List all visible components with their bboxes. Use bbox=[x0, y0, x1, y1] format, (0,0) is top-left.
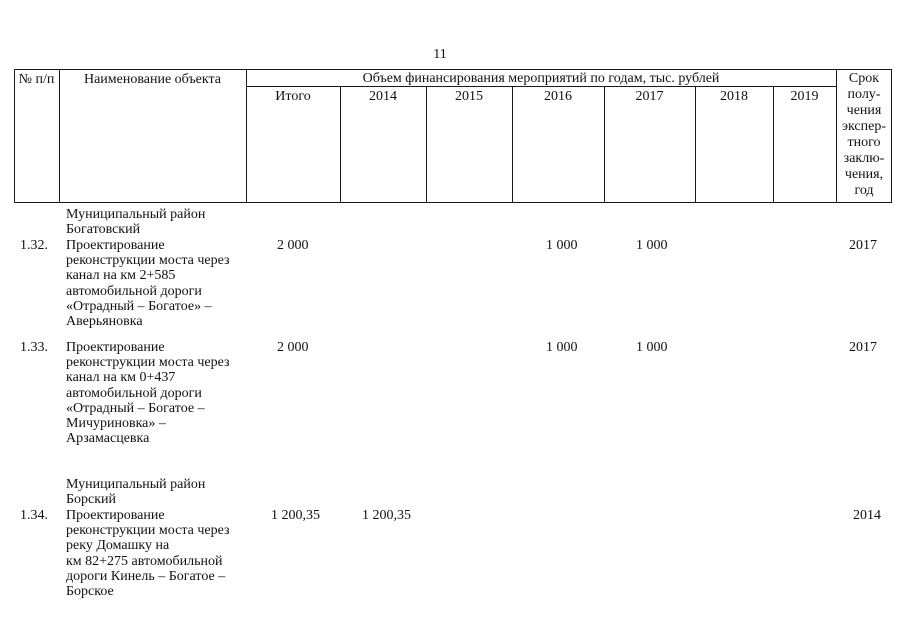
page-number: 11 bbox=[433, 47, 447, 62]
object-name-line: реку Домашку на bbox=[66, 538, 170, 554]
col-border bbox=[59, 69, 60, 203]
header-num: № п/п bbox=[18, 72, 55, 87]
year-2014-value: 1 200,35 bbox=[362, 508, 411, 523]
object-name-line: Борское bbox=[66, 584, 114, 600]
header-financing: Объем финансирования мероприятий по годам, тыс. рублей bbox=[362, 71, 720, 86]
deadline-value: 2014 bbox=[853, 508, 881, 523]
year-2016-value: 1 000 bbox=[546, 340, 578, 355]
object-name-line: Мичуриновка» – bbox=[66, 416, 166, 432]
financing-subheader-border bbox=[246, 86, 836, 87]
header-deadline-line: полу- bbox=[847, 87, 881, 102]
year-2017-value: 1 000 bbox=[636, 238, 668, 253]
header-deadline-line: чения, bbox=[844, 167, 884, 182]
object-name-line: реконструкции моста через bbox=[66, 523, 230, 539]
header-deadline-line: экспер- bbox=[841, 119, 887, 134]
header-deadline-line: чения bbox=[846, 103, 882, 118]
object-name-line: «Отрадный – Богатое – bbox=[66, 400, 205, 416]
total-value: 2 000 bbox=[277, 238, 309, 253]
table-top-border bbox=[14, 69, 892, 70]
row-number: 1.33. bbox=[20, 340, 48, 355]
header-deadline-line: тного bbox=[847, 135, 881, 150]
deadline-value: 2017 bbox=[849, 238, 877, 253]
header-bottom-border bbox=[14, 202, 892, 203]
group-label bbox=[66, 477, 205, 507]
object-name-line: Арзамасцевка bbox=[66, 431, 150, 447]
object-name-line: дороги Кинель – Богатое – bbox=[66, 568, 226, 584]
object-name-line: реконструкции моста через bbox=[66, 355, 230, 371]
object-name-line: реконструкции моста через bbox=[66, 253, 230, 269]
deadline-value: 2017 bbox=[849, 340, 877, 355]
object-name-line: Проектирование bbox=[66, 340, 165, 355]
header-name: Наименование объекта bbox=[83, 72, 222, 87]
header-deadline-line: год bbox=[854, 183, 874, 198]
object-name-line: «Отрадный – Богатое» – bbox=[66, 298, 212, 314]
header-year-2015: 2015 bbox=[455, 89, 483, 104]
header-deadline bbox=[836, 71, 892, 199]
col-border bbox=[14, 69, 15, 203]
object-name bbox=[66, 508, 230, 599]
year-2017-value: 1 000 bbox=[636, 340, 668, 355]
header-year-2019: 2019 bbox=[790, 89, 819, 104]
header-year-2016: 2016 bbox=[544, 89, 572, 104]
header-year-2014: 2014 bbox=[369, 89, 397, 104]
object-name-line: км 82+275 автомобильной bbox=[66, 553, 223, 569]
object-name-line: канал на км 2+585 bbox=[66, 268, 176, 284]
row-number: 1.34. bbox=[20, 508, 48, 523]
group-label-line: Борский bbox=[66, 492, 117, 508]
header-year-2018: 2018 bbox=[720, 89, 748, 104]
total-value: 2 000 bbox=[277, 340, 309, 355]
object-name-line: автомобильной дороги bbox=[66, 385, 202, 401]
object-name-line: автомобильной дороги bbox=[66, 283, 202, 299]
header-deadline-line: Срок bbox=[848, 71, 880, 86]
object-name-line: канал на км 0+437 bbox=[66, 370, 176, 386]
year-2016-value: 1 000 bbox=[546, 238, 578, 253]
row-number: 1.32. bbox=[20, 238, 48, 253]
object-name-line: Проектирование bbox=[66, 508, 165, 523]
group-label-line: Муниципальный район bbox=[66, 207, 206, 222]
total-value: 1 200,35 bbox=[271, 508, 320, 523]
object-name bbox=[66, 238, 230, 329]
header-year-2017: 2017 bbox=[635, 89, 664, 104]
object-name bbox=[66, 340, 230, 446]
header-deadline-line: заклю- bbox=[843, 151, 885, 166]
header-total: Итого bbox=[275, 89, 311, 104]
group-label-line: Муниципальный район bbox=[66, 477, 206, 492]
group-label-line: Богатовский bbox=[66, 222, 141, 238]
object-name-line: Проектирование bbox=[66, 238, 165, 253]
object-name-line: Аверьяновка bbox=[66, 314, 143, 330]
group-label bbox=[66, 207, 205, 237]
